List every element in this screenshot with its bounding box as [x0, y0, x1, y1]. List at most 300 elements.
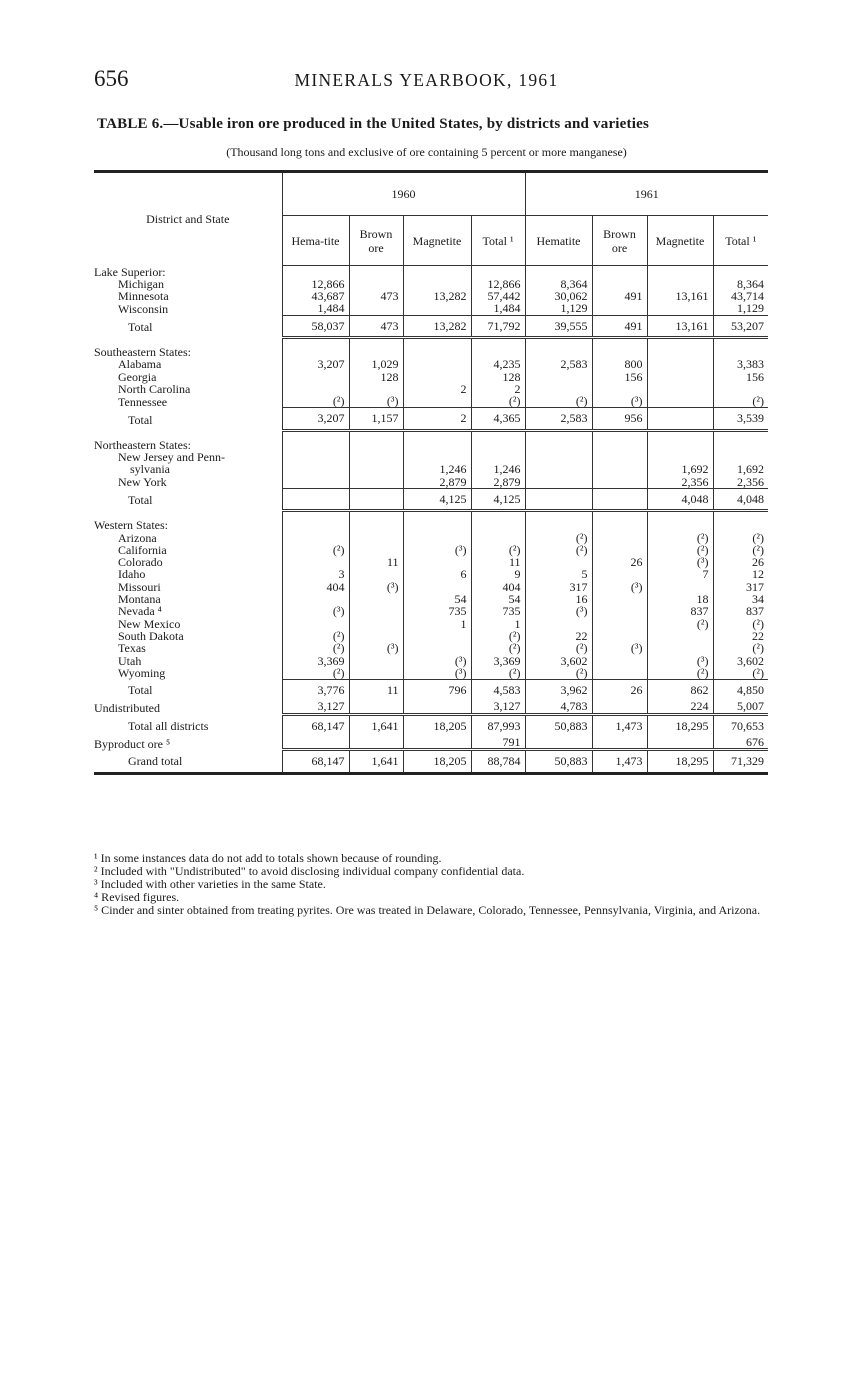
table-cell: 2,879 — [403, 476, 471, 489]
row-label: Total — [94, 408, 282, 430]
table-cell — [282, 266, 349, 278]
table-cell: 13,282 — [403, 290, 471, 302]
table-cell: 1 — [471, 618, 525, 630]
table-cell: (³) — [403, 667, 471, 680]
table-cell — [592, 618, 647, 630]
table-cell: 54 — [403, 593, 471, 605]
row-label: Missouri — [94, 581, 282, 593]
table-row — [94, 593, 768, 605]
table-cell: 2,583 — [525, 408, 592, 430]
table-cell — [282, 476, 349, 489]
row-label: Minnesota — [94, 290, 282, 302]
table-cell: (²) — [713, 532, 768, 544]
table-cell: (²) — [525, 544, 592, 556]
table-cell: 1,692 — [647, 463, 713, 475]
table-row — [94, 371, 768, 383]
table-cell: (²) — [647, 618, 713, 630]
table-cell — [647, 408, 713, 430]
table-cell — [647, 358, 713, 370]
col-header: Magnetite — [403, 216, 471, 266]
table-cell — [647, 395, 713, 408]
table-cell — [349, 519, 403, 531]
table-cell: (³) — [403, 544, 471, 556]
table-row — [94, 383, 768, 395]
table-cell: 12,866 — [471, 278, 525, 290]
table-cell: 676 — [713, 736, 768, 750]
table-cell: 11 — [471, 556, 525, 568]
table-cell: 1,484 — [282, 302, 349, 315]
table-row — [94, 667, 768, 680]
table-cell: 9 — [471, 568, 525, 580]
table-cell: 8,364 — [713, 278, 768, 290]
table-cell — [647, 346, 713, 358]
table-cell — [349, 605, 403, 617]
table-cell: 3 — [282, 568, 349, 580]
table-cell — [525, 266, 592, 278]
table-cell: (³) — [403, 655, 471, 667]
table-cell: 404 — [282, 581, 349, 593]
table-cell — [525, 451, 592, 463]
row-label: Wisconsin — [94, 302, 282, 315]
table-cell: (³) — [592, 581, 647, 593]
table-row — [94, 655, 768, 667]
table-cell — [592, 700, 647, 714]
table-cell: 317 — [525, 581, 592, 593]
table-cell: 796 — [403, 680, 471, 701]
row-label: Utah — [94, 655, 282, 667]
table-cell: 18,205 — [403, 750, 471, 773]
table-cell — [349, 302, 403, 315]
table-cell: (²) — [282, 630, 349, 642]
table-cell: 2 — [471, 383, 525, 395]
table-cell — [525, 488, 592, 510]
table-cell: 800 — [592, 358, 647, 370]
table-cell — [471, 532, 525, 544]
table-cell: (²) — [713, 544, 768, 556]
row-label: Wyoming — [94, 667, 282, 680]
table-cell — [525, 371, 592, 383]
table-cell: 473 — [349, 290, 403, 302]
table-cell: 1 — [403, 618, 471, 630]
table-cell: (²) — [525, 532, 592, 544]
row-label: Total — [94, 315, 282, 337]
table-cell: (²) — [471, 630, 525, 642]
table-cell: 4,850 — [713, 680, 768, 701]
table-cell — [647, 519, 713, 531]
row-label: Michigan — [94, 278, 282, 290]
table-cell: 68,147 — [282, 750, 349, 773]
table-cell — [349, 667, 403, 680]
row-label: California — [94, 544, 282, 556]
table-cell — [592, 593, 647, 605]
table-cell — [592, 655, 647, 667]
iron-ore-table — [94, 170, 768, 775]
table-cell: 16 — [525, 593, 592, 605]
table-subtitle: (Thousand long tons and exclusive of ore containing 5 percent or more manganese) — [226, 145, 627, 159]
table-cell: 156 — [713, 371, 768, 383]
table-cell: 837 — [647, 605, 713, 617]
table-cell: 3,207 — [282, 408, 349, 430]
table-cell — [403, 736, 471, 750]
table-cell — [282, 488, 349, 510]
table-cell — [647, 736, 713, 750]
table-cell: (²) — [525, 642, 592, 654]
table-row — [94, 451, 768, 463]
table-cell: (³) — [349, 642, 403, 654]
table-cell: (³) — [647, 556, 713, 568]
table-cell: (²) — [282, 544, 349, 556]
table-cell: 4,235 — [471, 358, 525, 370]
table-cell: 26 — [592, 680, 647, 701]
row-label: Idaho — [94, 568, 282, 580]
table-cell: 22 — [525, 630, 592, 642]
table-row — [94, 346, 768, 358]
row-label: Nevada ⁴ — [94, 605, 282, 617]
table-cell: 1,641 — [349, 750, 403, 773]
table-cell: 224 — [647, 700, 713, 714]
table-cell: 128 — [471, 371, 525, 383]
table-cell: 2 — [403, 408, 471, 430]
table-cell: 2,356 — [713, 476, 768, 489]
table-cell — [525, 439, 592, 451]
table-cell: 791 — [471, 736, 525, 750]
table-cell: 26 — [592, 556, 647, 568]
row-label: Southeastern States: — [94, 346, 282, 358]
row-label: South Dakota — [94, 630, 282, 642]
table-cell: 3,207 — [282, 358, 349, 370]
table-cell — [403, 642, 471, 654]
table-cell — [647, 266, 713, 278]
table-cell: (²) — [282, 395, 349, 408]
table-row — [94, 630, 768, 642]
footnote: ¹ In some instances data do not add to totals shown because of rounding. — [94, 851, 442, 865]
table-cell — [349, 618, 403, 630]
table-cell: 43,687 — [282, 290, 349, 302]
table-cell: 1,129 — [713, 302, 768, 315]
table-cell — [592, 519, 647, 531]
table-cell — [349, 463, 403, 475]
table-cell: 3,776 — [282, 680, 349, 701]
table-row — [94, 519, 768, 531]
table-cell — [592, 302, 647, 315]
table-cell — [592, 476, 647, 489]
row-label: Texas — [94, 642, 282, 654]
table-row — [94, 544, 768, 556]
table-cell: 4,365 — [471, 408, 525, 430]
table-cell — [592, 532, 647, 544]
col-header: Total ¹ — [713, 216, 768, 266]
table-cell: (²) — [282, 642, 349, 654]
stub-header: District and State — [94, 172, 282, 266]
table-cell: 68,147 — [282, 714, 349, 736]
table-cell: 4,783 — [525, 700, 592, 714]
table-cell: 88,784 — [471, 750, 525, 773]
footnote: ³ Included with other varieties in the same State. — [94, 877, 326, 891]
table-cell — [349, 488, 403, 510]
table-row — [94, 302, 768, 315]
table-cell: 8,364 — [525, 278, 592, 290]
table-cell: 862 — [647, 680, 713, 701]
table-cell — [647, 630, 713, 642]
table-cell — [713, 439, 768, 451]
table-cell: 13,161 — [647, 290, 713, 302]
table-cell: (³) — [647, 655, 713, 667]
table-cell — [282, 532, 349, 544]
table-cell — [349, 451, 403, 463]
table-cell: 3,369 — [471, 655, 525, 667]
table-cell: (³) — [592, 395, 647, 408]
table-cell — [403, 532, 471, 544]
row-label: Byproduct ore ⁵ — [94, 736, 282, 750]
table-cell — [525, 519, 592, 531]
table-cell: (²) — [525, 667, 592, 680]
table-cell: 4,048 — [713, 488, 768, 510]
table-cell: 3,602 — [525, 655, 592, 667]
row-label: Georgia — [94, 371, 282, 383]
table-cell — [282, 463, 349, 475]
table-cell: 404 — [471, 581, 525, 593]
table-cell: (²) — [282, 667, 349, 680]
table-cell: 11 — [349, 556, 403, 568]
row-label: Total — [94, 680, 282, 701]
table-cell: 12 — [713, 568, 768, 580]
table-cell — [349, 700, 403, 714]
table-cell: 7 — [647, 568, 713, 580]
table-cell — [647, 642, 713, 654]
year-header-1961: 1961 — [525, 172, 768, 216]
table-cell: 70,653 — [713, 714, 768, 736]
row-label: Northeastern States: — [94, 439, 282, 451]
table-cell: 54 — [471, 593, 525, 605]
table-cell — [403, 358, 471, 370]
table-row — [94, 278, 768, 290]
table-cell: 4,125 — [471, 488, 525, 510]
row-label: sylvania — [94, 463, 282, 475]
table-cell: 50,883 — [525, 750, 592, 773]
table-cell — [592, 266, 647, 278]
row-label: Western States: — [94, 519, 282, 531]
table-cell: (³) — [592, 642, 647, 654]
row-label: New Jersey and Penn- — [94, 451, 282, 463]
table-cell: 473 — [349, 315, 403, 337]
table-cell — [349, 736, 403, 750]
table-cell: 50,883 — [525, 714, 592, 736]
table-cell: 18 — [647, 593, 713, 605]
table-row — [94, 714, 768, 736]
row-label: Lake Superior: — [94, 266, 282, 278]
table-cell — [349, 266, 403, 278]
table-cell — [471, 439, 525, 451]
row-label: Tennessee — [94, 395, 282, 408]
spacer-row — [94, 337, 768, 346]
table-row — [94, 532, 768, 544]
table-cell: (²) — [713, 642, 768, 654]
table-cell: 956 — [592, 408, 647, 430]
table-cell — [647, 302, 713, 315]
table-cell: 18,295 — [647, 714, 713, 736]
table-cell: 2 — [403, 383, 471, 395]
table-row — [94, 395, 768, 408]
table-row — [94, 408, 768, 430]
table-row — [94, 568, 768, 580]
table-cell — [592, 463, 647, 475]
row-label: Total — [94, 488, 282, 510]
table-cell — [403, 395, 471, 408]
table-cell: 39,555 — [525, 315, 592, 337]
table-row — [94, 358, 768, 370]
table-row — [94, 750, 768, 773]
col-header: Magnetite — [647, 216, 713, 266]
table-cell: 128 — [349, 371, 403, 383]
table-cell: 3,602 — [713, 655, 768, 667]
table-cell: 26 — [713, 556, 768, 568]
table-cell — [592, 451, 647, 463]
table-cell — [349, 593, 403, 605]
table-cell — [592, 488, 647, 510]
table-cell: 2,583 — [525, 358, 592, 370]
table-cell: 71,329 — [713, 750, 768, 773]
table-cell: 13,161 — [647, 315, 713, 337]
table-cell: 2,356 — [647, 476, 713, 489]
table-cell: 11 — [349, 680, 403, 701]
table-cell: 4,048 — [647, 488, 713, 510]
row-label: Grand total — [94, 750, 282, 773]
table-cell: (²) — [471, 642, 525, 654]
table-cell: (²) — [471, 395, 525, 408]
page-number: 656 — [94, 66, 129, 91]
col-header: Brown ore — [349, 216, 403, 266]
col-header: Hematite — [525, 216, 592, 266]
table-cell: 87,993 — [471, 714, 525, 736]
table-cell — [403, 302, 471, 315]
table-cell — [525, 476, 592, 489]
table-cell: 2,879 — [471, 476, 525, 489]
table-row — [94, 736, 768, 750]
table-cell: (²) — [525, 395, 592, 408]
table-cell: 1,473 — [592, 714, 647, 736]
table-title: TABLE 6.—Usable iron ore produced in the United States, by districts and varieties — [97, 116, 649, 132]
row-label: New Mexico — [94, 618, 282, 630]
table-cell: 18,295 — [647, 750, 713, 773]
table-cell — [403, 266, 471, 278]
table-cell: (²) — [471, 667, 525, 680]
table-cell — [592, 605, 647, 617]
table-cell — [349, 476, 403, 489]
table-cell — [403, 630, 471, 642]
table-cell: 317 — [713, 581, 768, 593]
table-cell — [403, 700, 471, 714]
table-cell — [349, 439, 403, 451]
running-header: MINERALS YEARBOOK, 1961 — [294, 70, 559, 90]
table-row — [94, 266, 768, 278]
footnote: ⁴ Revised figures. — [94, 890, 180, 904]
table-cell — [282, 451, 349, 463]
table-cell — [647, 371, 713, 383]
table-cell — [592, 736, 647, 750]
table-cell — [403, 439, 471, 451]
col-header: Hema-tite — [282, 216, 349, 266]
table-row — [94, 556, 768, 568]
table-cell: 18,205 — [403, 714, 471, 736]
col-header: Brown ore — [592, 216, 647, 266]
table-cell — [471, 266, 525, 278]
year-header-1960: 1960 — [282, 172, 525, 216]
row-label: North Carolina — [94, 383, 282, 395]
table-cell: (²) — [471, 544, 525, 556]
table-cell: 34 — [713, 593, 768, 605]
table-cell: (³) — [349, 395, 403, 408]
table-row — [94, 476, 768, 489]
table-body — [94, 266, 768, 774]
table-cell — [647, 383, 713, 395]
table-cell: 43,714 — [713, 290, 768, 302]
table-cell — [713, 266, 768, 278]
table-cell: 57,442 — [471, 290, 525, 302]
table-cell: 4,583 — [471, 680, 525, 701]
table-cell: 3,962 — [525, 680, 592, 701]
table-cell: 71,792 — [471, 315, 525, 337]
table-cell: 13,282 — [403, 315, 471, 337]
table-cell: 1,246 — [471, 463, 525, 475]
row-label: New York — [94, 476, 282, 489]
table-cell: 1,246 — [403, 463, 471, 475]
row-label: Undistributed — [94, 700, 282, 714]
table-cell: (²) — [713, 667, 768, 680]
table-cell: 1,641 — [349, 714, 403, 736]
table-cell: 1,473 — [592, 750, 647, 773]
footnote: ² Included with "Undistributed" to avoid disclosing individual company confidential data. — [94, 864, 525, 878]
table-cell — [592, 439, 647, 451]
table-cell — [592, 568, 647, 580]
table-row — [94, 618, 768, 630]
table-cell: 6 — [403, 568, 471, 580]
table-cell — [647, 439, 713, 451]
table-row — [94, 680, 768, 701]
table-row — [94, 642, 768, 654]
table-cell: 3,539 — [713, 408, 768, 430]
table-cell — [525, 463, 592, 475]
table-cell: (²) — [647, 667, 713, 680]
table-cell — [349, 655, 403, 667]
table-cell — [349, 568, 403, 580]
table-cell: 491 — [592, 290, 647, 302]
table-row — [94, 605, 768, 617]
table-cell — [592, 667, 647, 680]
table-cell — [282, 736, 349, 750]
table-cell: 22 — [713, 630, 768, 642]
table-cell: 4,125 — [403, 488, 471, 510]
spacer-row — [94, 430, 768, 439]
table-cell: 735 — [471, 605, 525, 617]
row-label: Total all districts — [94, 714, 282, 736]
table-cell: 53,207 — [713, 315, 768, 337]
table-cell — [471, 519, 525, 531]
table-cell: 3,127 — [471, 700, 525, 714]
table-cell — [349, 532, 403, 544]
table-row — [94, 463, 768, 475]
table-cell: (²) — [647, 532, 713, 544]
table-cell: 491 — [592, 315, 647, 337]
row-label: Alabama — [94, 358, 282, 370]
table-cell: 1,129 — [525, 302, 592, 315]
row-label: Arizona — [94, 532, 282, 544]
table-cell: 58,037 — [282, 315, 349, 337]
row-label: Montana — [94, 593, 282, 605]
table-cell: 735 — [403, 605, 471, 617]
table-cell: 1,692 — [713, 463, 768, 475]
table-row — [94, 581, 768, 593]
table-cell: (²) — [713, 395, 768, 408]
